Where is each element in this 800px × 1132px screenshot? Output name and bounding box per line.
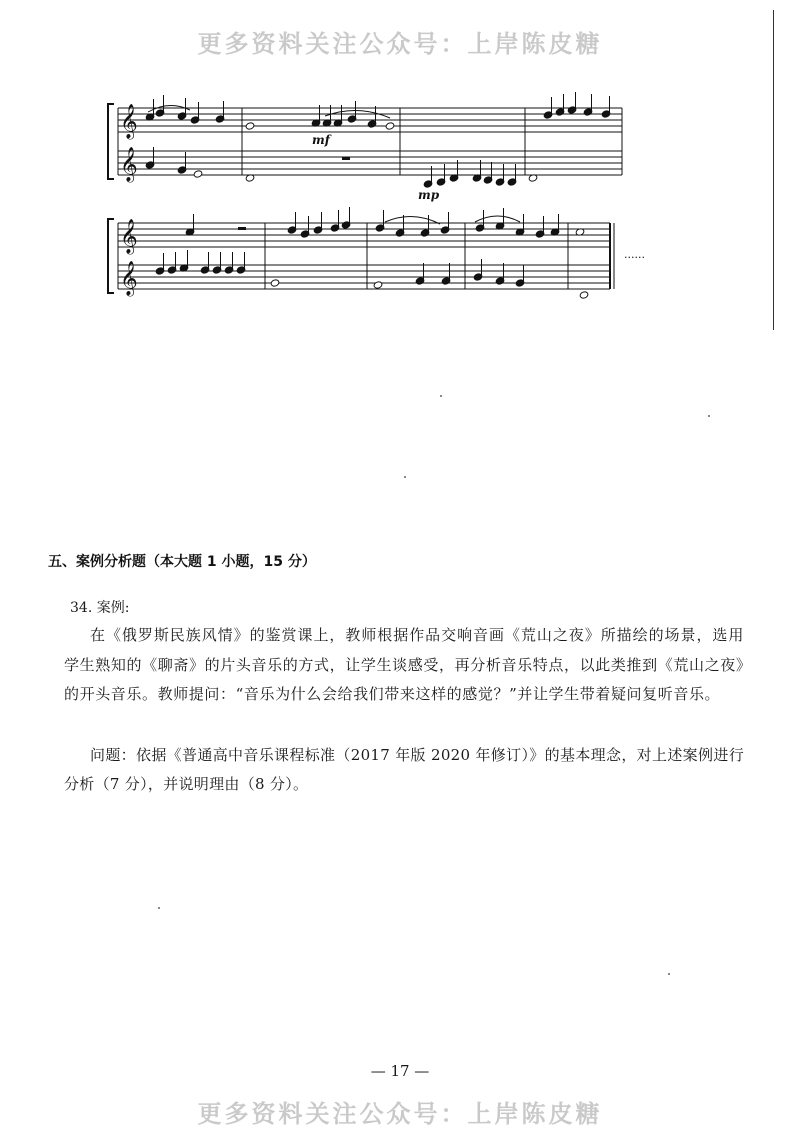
case-text: 在《俄罗斯民族风情》的鉴赏课上，教师根据作品交响音画《荒山之夜》所描绘的场景，选用学生熟知的《聊斋》的片头音乐的方式，让学生谈感受，再分析音乐特点，以此类推到《荒山之夜》的开头音乐。教师提问：“音乐为什么会给我们带来这样的感觉？”并让学生带着疑问复听音乐。 [64,626,744,703]
treble-clef-icon: 𝄞 [120,219,138,254]
note-head [373,281,383,289]
section-title: 五、案例分析题（本大题 1 小题，15 分） [48,554,316,570]
question-prompt: 问题：依据《普通高中音乐课程标准（2017 年版 2020 年修订）》的基本理念，对上述案例进行分析（7 分），并说明理由（8 分）。 [64,746,744,793]
note-head [385,122,395,130]
scan-speck [440,395,442,397]
note-head [193,170,203,178]
page-number: — 17 — [370,1062,430,1080]
system-bracket [108,219,114,293]
scan-speck [668,973,670,975]
whole-rest [238,227,246,230]
watermark-top: 更多资料关注公众号：上岸陈皮糖 [197,30,603,58]
watermark-bottom: 更多资料关注公众号：上岸陈皮糖 [197,1100,603,1128]
treble-clef-icon: 𝄞 [120,104,138,139]
whole-rest [342,157,350,160]
dynamic-mf: mf [312,133,330,147]
treble-clef-icon: 𝄞 [120,147,138,182]
scan-speck [158,907,160,909]
slur [148,105,190,112]
question-number: 34. 案例: [70,600,130,616]
note-head [245,122,255,130]
system-bracket [108,104,114,179]
music-score [0,0,800,320]
score-continuation: ...... [624,248,645,261]
note-head [579,291,589,299]
dynamic-mp: mp [418,188,440,202]
scan-speck [404,476,406,478]
scan-speck [708,415,710,417]
slur [475,216,520,222]
treble-clef-icon: 𝄞 [120,261,138,296]
note-head [270,279,280,287]
